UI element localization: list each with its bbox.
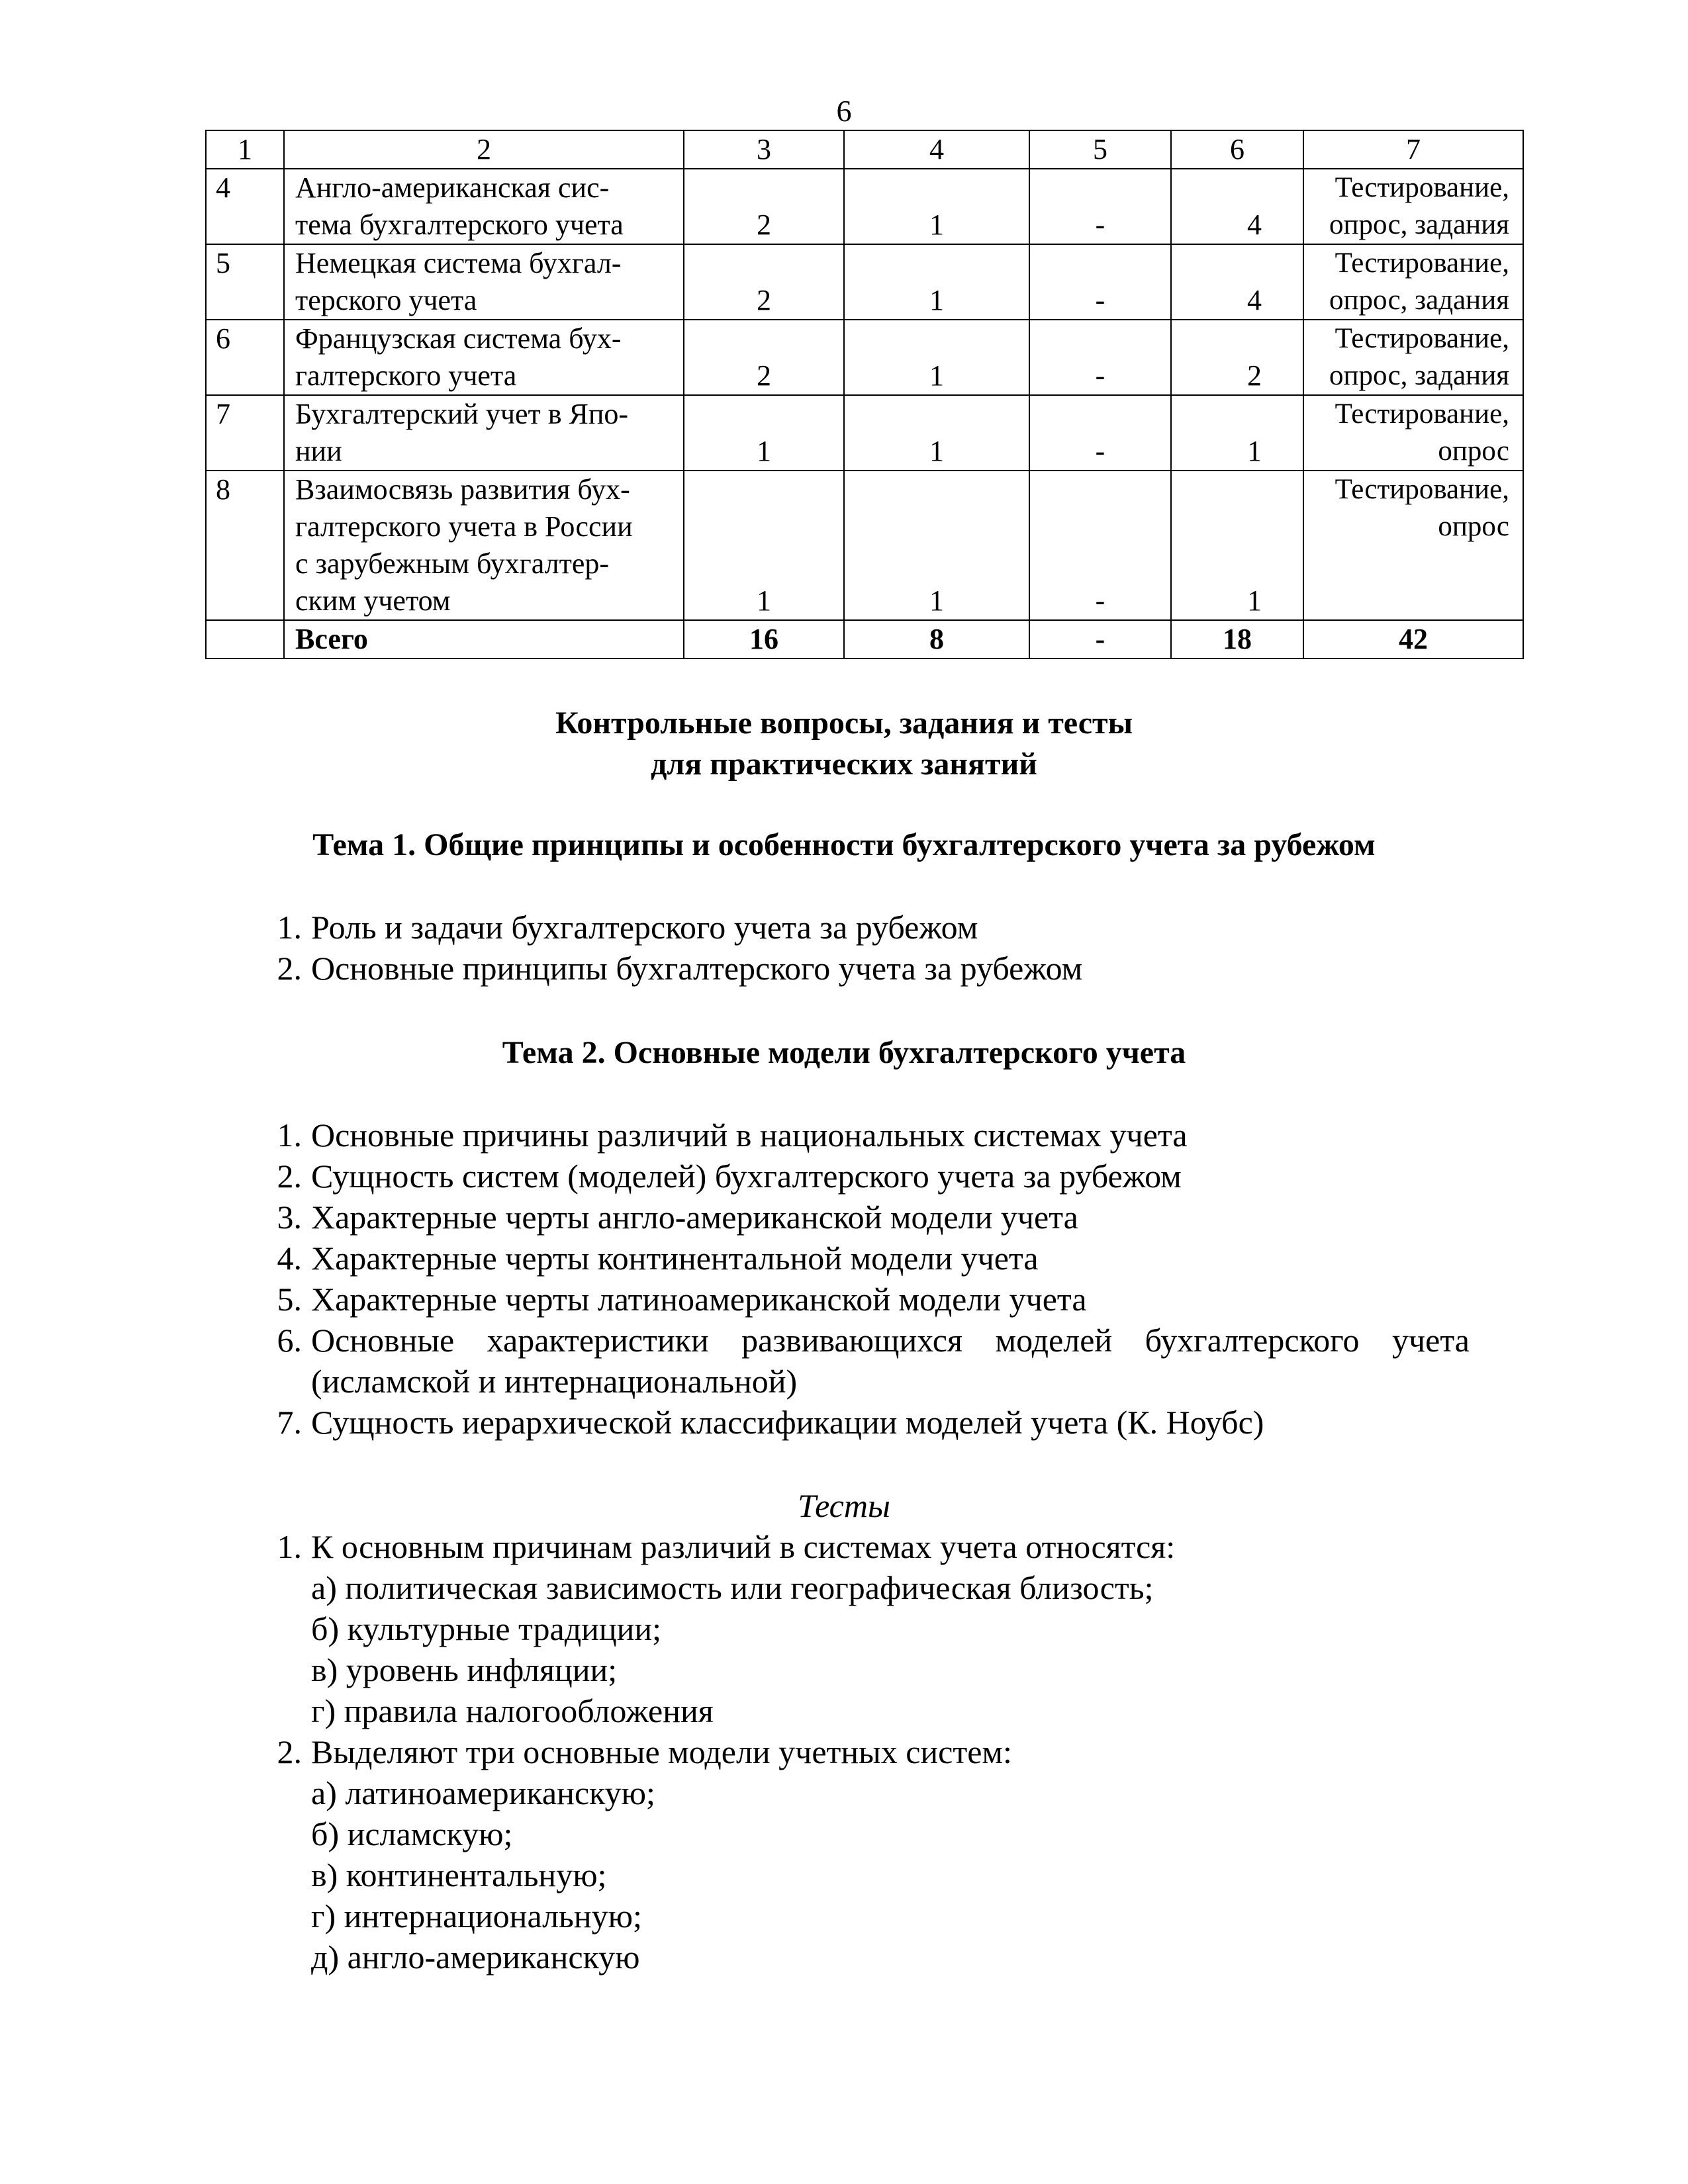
test-question: 1. К основным причинам различий в системах учета относятся: а) политическая зависимость или географическая близость; б) культурные традиции; в) уровень инфляции; г) правила налогообложения	[265, 1526, 1470, 1731]
control-form-line: Тестирование,	[1335, 323, 1509, 354]
value-cell: -	[1029, 320, 1171, 395]
value-cell: 2	[684, 320, 844, 395]
total-value: 18	[1171, 620, 1303, 659]
test-question: 2. Выделяют три основные модели учетных систем: а) латиноамериканскую; б) исламскую; в) континентальную; г) интернациональную; д) англо-американскую	[265, 1731, 1470, 1978]
control-form	[1303, 471, 1523, 620]
table-row	[206, 471, 1523, 620]
topic-name	[284, 395, 684, 471]
topic-name	[284, 320, 684, 395]
topic-name	[284, 169, 684, 244]
value-cell: 1	[844, 320, 1029, 395]
value-cell: 1	[844, 471, 1029, 620]
topic-name-line: Бухгалтерский учет в Япо-	[295, 398, 629, 430]
topic-name-line: ским учетом	[295, 584, 451, 617]
value-cell: 4	[1171, 169, 1303, 244]
table-row	[206, 320, 1523, 395]
topic-name-line: Немецкая система бухгал-	[295, 247, 622, 279]
topic-name-line: терского учета	[295, 284, 477, 316]
topic1-questions	[265, 907, 1470, 989]
header-cell: 6	[1171, 130, 1303, 169]
value-cell: 1	[1171, 395, 1303, 471]
row-number: 6	[206, 320, 284, 395]
tests-list	[265, 1526, 1470, 1978]
control-form-line: опрос, задания	[1329, 285, 1509, 316]
test-option: а) латиноамериканскую;	[311, 1774, 655, 1811]
test-option: б) исламскую;	[311, 1815, 513, 1852]
control-form-line: Тестирование,	[1335, 172, 1509, 203]
section-heading-line: Контрольные вопросы, задания и тесты	[555, 705, 1133, 741]
value-cell: -	[1029, 471, 1171, 620]
topic-name	[284, 244, 684, 320]
control-form	[1303, 395, 1523, 471]
test-option: д) англо-американскую	[311, 1938, 640, 1976]
section-heading	[0, 703, 1688, 785]
row-number: 8	[206, 471, 284, 620]
control-form-line: Тестирование,	[1335, 248, 1509, 279]
control-form	[1303, 244, 1523, 320]
study-plan-table	[205, 130, 1524, 659]
value-cell: 1	[684, 471, 844, 620]
topic-name-line: нии	[295, 435, 342, 467]
topic-name-line: Французская система бух-	[295, 322, 622, 355]
header-cell: 3	[684, 130, 844, 169]
control-form-line: опрос	[1438, 435, 1509, 467]
list-item: 2. Основные принципы бухгалтерского учета за рубежом	[277, 950, 1083, 987]
value-cell: 1	[684, 395, 844, 471]
topic2-questions	[265, 1115, 1470, 1443]
table-header-row	[206, 130, 1523, 169]
topic-name	[284, 471, 684, 620]
test-option: г) правила налогообложения	[311, 1692, 714, 1729]
row-number: 7	[206, 395, 284, 471]
topic1-title: Тема 1. Общие принципы и особенности бухгалтерского учета за рубежом	[312, 827, 1376, 862]
topic-name-line: с зарубежным бухгалтер-	[295, 547, 610, 580]
control-form	[1303, 169, 1523, 244]
control-form-line: опрос, задания	[1329, 209, 1509, 240]
value-cell: 1	[844, 395, 1029, 471]
header-cell: 4	[844, 130, 1029, 169]
total-value: 8	[844, 620, 1029, 659]
control-form-line: опрос, задания	[1329, 360, 1509, 391]
header-cell: 1	[206, 130, 284, 169]
header-cell: 7	[1303, 130, 1523, 169]
list-item: 6. Основные характеристики развивающихся моделей бухгалтерского учета (исламской и интернациональной)	[277, 1322, 1470, 1400]
list-item: 7. Сущность иерархической классификации моделей учета (К. Ноубс)	[277, 1404, 1264, 1441]
control-form	[1303, 320, 1523, 395]
value-cell: -	[1029, 244, 1171, 320]
test-option: в) континентальную;	[311, 1856, 607, 1893]
test-option: б) культурные традиции;	[311, 1610, 662, 1647]
topic-name-line: галтерского учета	[295, 359, 517, 392]
value-cell: 1	[844, 244, 1029, 320]
total-label: Всего	[284, 620, 684, 659]
list-item: 2. Сущность систем (моделей) бухгалтерского учета за рубежом	[277, 1158, 1182, 1195]
topic-name-line: Взаимосвязь развития бух-	[295, 473, 630, 506]
total-value: 16	[684, 620, 844, 659]
topic-name-line: галтерского учета в России	[295, 510, 633, 543]
test-option: а) политическая зависимость или географическая близость;	[311, 1569, 1154, 1606]
empty-cell	[206, 620, 284, 659]
test-option: в) уровень инфляции;	[311, 1651, 618, 1688]
list-item: 5. Характерные черты латиноамериканской модели учета	[277, 1281, 1087, 1318]
tests-title: Тесты	[798, 1487, 890, 1524]
topic2-title: Тема 2. Основные модели бухгалтерского учета	[502, 1035, 1186, 1070]
page-number: 6	[836, 94, 852, 128]
table-row	[206, 395, 1523, 471]
value-cell: 1	[844, 169, 1029, 244]
topic-name-line: Англо-американская сис-	[295, 171, 610, 204]
value-cell: 2	[684, 244, 844, 320]
control-form-line: опрос	[1438, 511, 1509, 542]
total-value: 42	[1303, 620, 1523, 659]
test-option: г) интернациональную;	[311, 1897, 642, 1934]
list-item: 4. Характерные черты континентальной модели учета	[277, 1240, 1039, 1277]
value-cell: 2	[1171, 320, 1303, 395]
section-heading-line: для практических занятий	[651, 747, 1037, 782]
value-cell: 1	[1171, 471, 1303, 620]
row-number: 4	[206, 169, 284, 244]
control-form-line: Тестирование,	[1335, 398, 1509, 430]
header-cell: 2	[284, 130, 684, 169]
value-cell: -	[1029, 395, 1171, 471]
control-form-line: Тестирование,	[1335, 474, 1509, 505]
table-row	[206, 244, 1523, 320]
table-total-row	[206, 620, 1523, 659]
total-value: -	[1029, 620, 1171, 659]
row-number: 5	[206, 244, 284, 320]
table-row	[206, 169, 1523, 244]
value-cell: 4	[1171, 244, 1303, 320]
list-item: 1. Роль и задачи бухгалтерского учета за рубежом	[277, 909, 978, 946]
value-cell: 2	[684, 169, 844, 244]
topic-name-line: тема бухгалтерского учета	[295, 208, 624, 241]
header-cell: 5	[1029, 130, 1171, 169]
list-item: 3. Характерные черты англо-американской модели учета	[277, 1199, 1078, 1236]
value-cell: -	[1029, 169, 1171, 244]
list-item: 1. Основные причины различий в национальных системах учета	[277, 1116, 1188, 1154]
